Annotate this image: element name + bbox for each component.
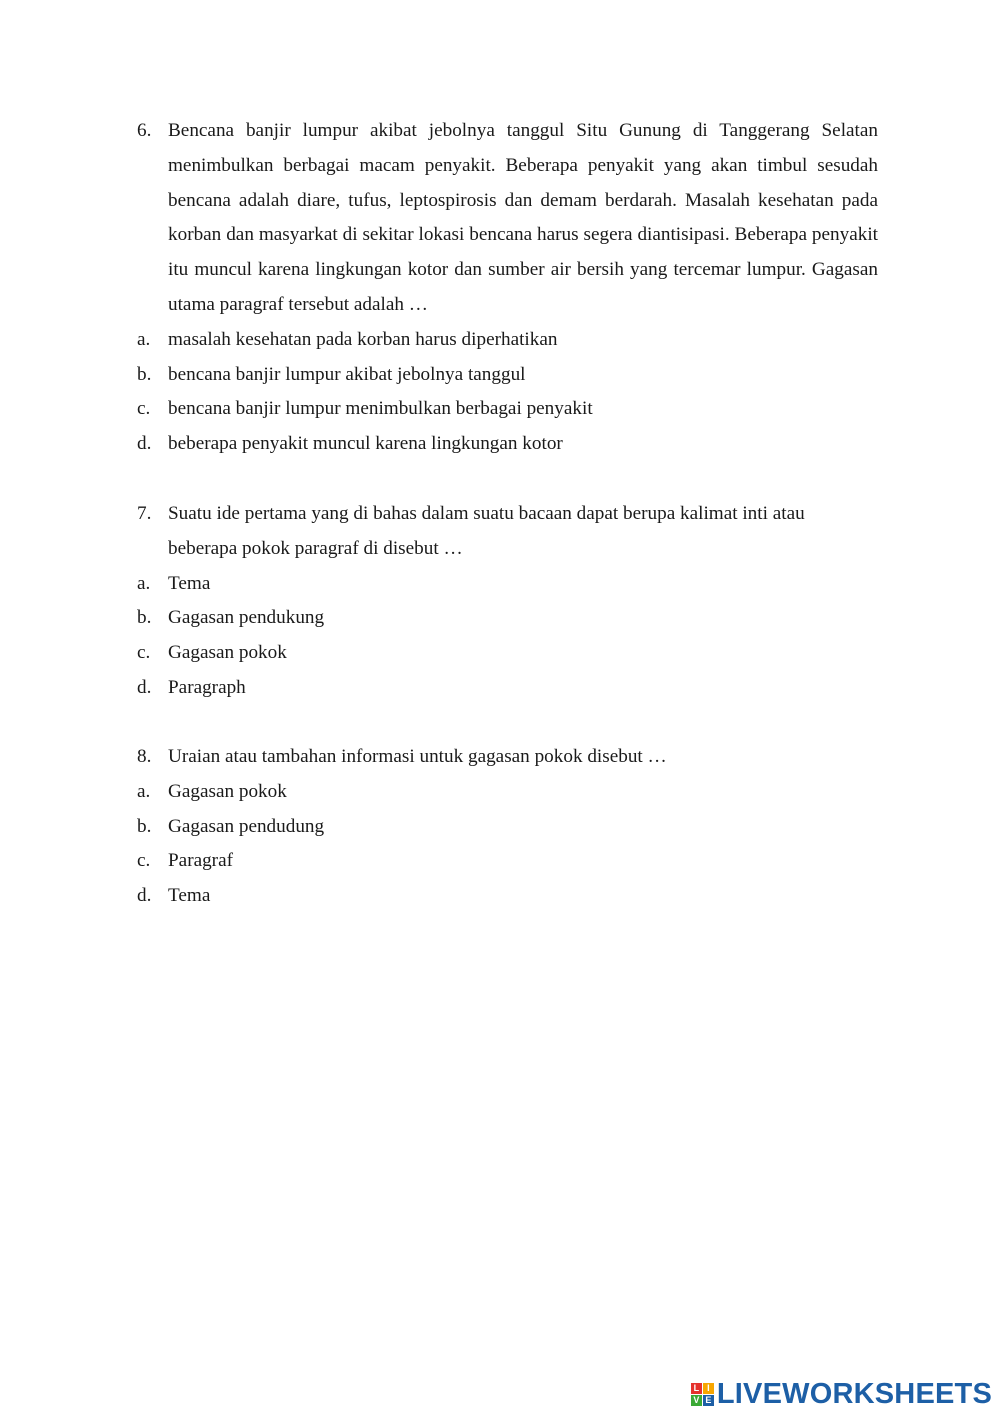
option-text: bencana banjir lumpur menimbulkan berbagai penyakit: [168, 398, 593, 420]
option-letter: d.: [137, 885, 152, 907]
question-text: Uraian atau tambahan informasi untuk gagasan pokok disebut …: [168, 746, 667, 767]
option-d[interactable]: [137, 427, 878, 462]
option-c[interactable]: [137, 844, 878, 879]
option-text: Tema: [168, 885, 211, 907]
option-a[interactable]: [137, 775, 878, 810]
option-a[interactable]: [137, 323, 878, 358]
question-stem: [137, 497, 878, 567]
option-text: Gagasan pokok: [168, 780, 287, 802]
option-letter: c.: [137, 850, 151, 872]
question-text: Suatu ide pertama yang di bahas dalam suatu bacaan dapat berupa kalimat inti atau beberapa pokok paragraf di disebut …: [168, 503, 805, 559]
option-letter: a.: [137, 572, 151, 594]
option-letter: c.: [137, 398, 151, 420]
logo-cell-v: V: [691, 1395, 702, 1406]
option-letter: c.: [137, 642, 151, 664]
question-stem: [137, 740, 878, 775]
option-b[interactable]: [137, 810, 878, 845]
option-letter: a.: [137, 328, 151, 350]
question-number: 8.: [137, 746, 152, 767]
liveworksheets-logo[interactable]: [691, 1379, 992, 1409]
option-letter: b.: [137, 607, 152, 629]
option-text: Gagasan pendudung: [168, 815, 325, 837]
brand-name: LIVEWORKSHEETS: [716, 1377, 992, 1410]
logo-cell-l: L: [691, 1383, 702, 1394]
option-letter: b.: [137, 363, 152, 385]
question-8: [137, 740, 878, 914]
option-d[interactable]: [137, 879, 878, 914]
option-letter: a.: [137, 780, 151, 802]
live-logo-icon: [691, 1383, 714, 1406]
option-c[interactable]: [137, 636, 878, 671]
option-b[interactable]: [137, 601, 878, 636]
option-text: Gagasan pokok: [168, 642, 287, 664]
logo-cell-e: E: [703, 1395, 714, 1406]
question-number: 7.: [137, 503, 152, 524]
option-text: Gagasan pendukung: [168, 607, 325, 629]
option-text: Paragraph: [168, 676, 246, 698]
question-number: 6.: [137, 120, 152, 141]
logo-cell-i: I: [703, 1383, 714, 1394]
question-text: Bencana banjir lumpur akibat jebolnya tanggul Situ Gunung di Tanggerang Selatan menimbulkan berbagai macam penyakit. Beberapa penyakit yang akan timbul sesudah bencana adalah diare, tufus, leptospirosis dan demam berdarah. Masalah kesehatan pada korban dan masyarkat di sekitar lokasi bencana harus segera diantisipasi. Beberapa penyakit itu muncul karena lingkungan kotor dan sumber air bersih yang tercemar lumpur. Gagasan utama paragraf tersebut adalah …: [168, 120, 878, 315]
option-text: bencana banjir lumpur akibat jebolnya tanggul: [168, 363, 526, 385]
option-a[interactable]: [137, 567, 878, 602]
option-d[interactable]: [137, 671, 878, 706]
question-7: [137, 497, 878, 706]
question-6: [137, 114, 878, 462]
option-text: masalah kesehatan pada korban harus diperhatikan: [168, 328, 558, 350]
option-letter: b.: [137, 815, 152, 837]
option-text: beberapa penyakit muncul karena lingkungan kotor: [168, 433, 563, 455]
option-letter: d.: [137, 676, 152, 698]
option-letter: d.: [137, 433, 152, 455]
question-stem: [137, 114, 878, 323]
option-text: Tema: [168, 572, 211, 594]
option-c[interactable]: [137, 392, 878, 427]
option-text: Paragraf: [168, 850, 233, 872]
option-b[interactable]: [137, 358, 878, 393]
